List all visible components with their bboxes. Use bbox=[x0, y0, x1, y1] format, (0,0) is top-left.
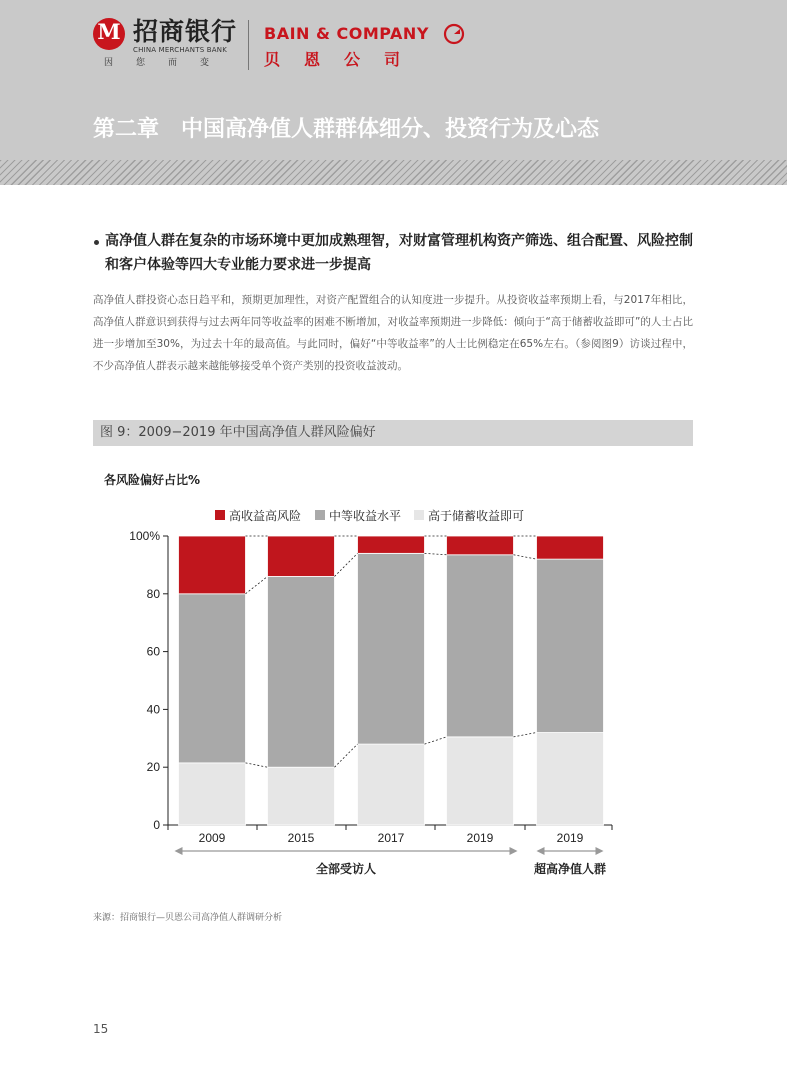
x-tick-label: 2019 bbox=[466, 831, 494, 845]
bar-segment bbox=[537, 733, 604, 825]
legend-label: 高收益高风险 bbox=[229, 509, 302, 523]
cmb-name: 招商银行 bbox=[133, 17, 238, 46]
bar-segment bbox=[268, 576, 335, 767]
y-tick-label: 40 bbox=[146, 702, 160, 717]
legend-swatch bbox=[414, 510, 424, 520]
connector-line bbox=[335, 744, 358, 767]
bar-segment bbox=[179, 594, 246, 763]
legend-label: 高于储蓄收益即可 bbox=[428, 509, 525, 523]
arrow-right-icon bbox=[596, 847, 604, 855]
bar-segment bbox=[179, 536, 246, 594]
source-note: 来源：招商银行—贝恩公司高净值人群调研分析 bbox=[93, 913, 283, 923]
bar-segment bbox=[268, 536, 335, 576]
bullet-heading: 高净值人群在复杂的市场环境中更加成熟理智，对财富管理机构资产筛选、组合配置、风险控制和客户体验等四大专业能力要求进一步提高 bbox=[105, 233, 693, 273]
page-number: 15 bbox=[93, 1022, 109, 1036]
y-tick-label: 0 bbox=[153, 818, 160, 832]
bar-segment bbox=[537, 536, 604, 559]
bar-segment bbox=[447, 536, 514, 555]
connector-line bbox=[246, 763, 268, 767]
x-tick-label: 2017 bbox=[377, 831, 405, 845]
connector-line bbox=[514, 733, 537, 737]
x-tick-label: 2019 bbox=[556, 831, 584, 845]
cmb-logo-letter: M bbox=[97, 19, 121, 44]
legend-swatch bbox=[315, 510, 325, 520]
y-tick-label: 80 bbox=[146, 586, 160, 601]
bar-segment bbox=[268, 767, 335, 825]
connector-line bbox=[335, 553, 358, 576]
y-tick-label: 20 bbox=[146, 760, 160, 775]
bain-chinese-name: 贝恩公司 bbox=[264, 50, 425, 69]
group-label: 超高净值人群 bbox=[533, 862, 607, 876]
legend-swatch bbox=[215, 510, 225, 520]
cmb-motto: 因您而变 bbox=[104, 58, 233, 68]
arrow-left-icon bbox=[175, 847, 183, 855]
cmb-english-name: CHINA MERCHANTS BANK bbox=[133, 46, 227, 54]
figure-title: 图 9：2009−2019 年中国高净值人群风险偏好 bbox=[100, 425, 376, 440]
connector-line bbox=[425, 737, 447, 744]
connector-line bbox=[514, 555, 537, 559]
connector-line bbox=[425, 553, 447, 554]
bar-segment bbox=[447, 737, 514, 825]
x-tick-label: 2015 bbox=[287, 831, 315, 845]
body-paragraph: 高净值人群投资心态日趋平和，预期更加理性，对资产配置组合的认知度进一步提升。从投资收益率预期上看，与2017年相比，高净值人群意识到获得与过去两年同等收益率的困难不断增加，对收益率预期进一步降低：倾向于“高于储蓄收益即可”的人士占比进一步增加至30%，为过去十年的最高值。与此同时，偏好“中等收益率”的人士比例稳定在65%左右。（参阅图9）访谈过程中，不少高净值人群表示越来越能够接受单个资产类别的投资收益波动。 bbox=[93, 294, 693, 372]
bain-english-name: BAIN & COMPANY bbox=[264, 24, 429, 43]
bar-segment bbox=[358, 553, 425, 744]
bar-segment bbox=[447, 555, 514, 737]
arrow-right-icon bbox=[510, 847, 518, 855]
legend-label: 中等收益水平 bbox=[329, 509, 402, 523]
bar-segment bbox=[358, 536, 425, 553]
bar-segment bbox=[537, 559, 604, 732]
chart-title: 各风险偏好占比% bbox=[104, 473, 201, 487]
x-tick-label: 2009 bbox=[198, 831, 226, 845]
arrow-left-icon bbox=[537, 847, 545, 855]
bar-segment bbox=[179, 763, 246, 825]
y-tick-label: 100% bbox=[129, 529, 160, 543]
connector-line bbox=[246, 576, 268, 593]
y-tick-label: 60 bbox=[146, 644, 160, 659]
bar-segment bbox=[358, 744, 425, 825]
group-label: 全部受访人 bbox=[315, 862, 377, 876]
chapter-title: 第二章 中国高净值人群群体细分、投资行为及心态 bbox=[93, 117, 600, 142]
